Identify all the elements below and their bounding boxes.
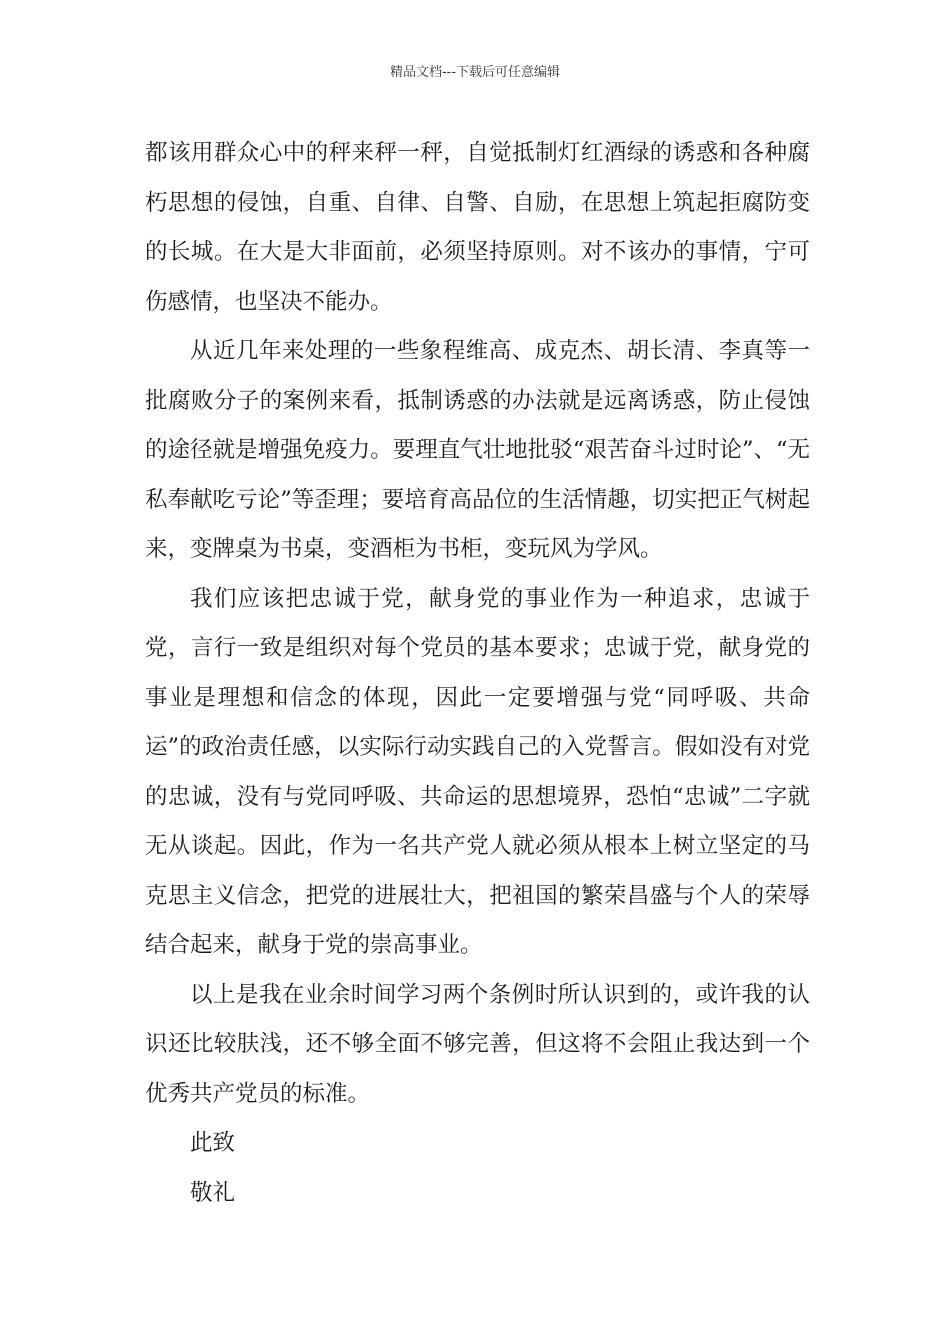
paragraph-loyalty: 我们应该把忠诚于党，献身党的事业作为一种追求，忠诚于党，言行一致是组织对每个党员的基本要求；忠诚于党，献身党的事业是理想和信念的体现，因此一定要增强与党“同呼吸、共命运”的政治责任感，以实际行动实践自己的入党誓言。假如没有对党的忠诚，没有与党同呼吸、共命运的思想境界，恐怕“忠诚”二字就无从谈起。因此，作为一名共产党人就必须从根本上树立坚定的马克思主义信念，把党的进展壮大，把祖国的繁荣昌盛与个人的荣辱结合起来，献身于党的崇高事业。 <box>145 585 810 958</box>
closing-salutation: 此致 <box>190 1130 236 1156</box>
paragraph-conclusion: 以上是我在业余时间学习两个条例时所认识到的，或许我的认识还比较肤浅，还不够全面不够完善，但这将不会阻止我达到一个优秀共产党员的标准。 <box>145 981 810 1107</box>
paragraph-resist-temptation: 从近几年来处理的一些象程维高、成克杰、胡长清、李真等一批腐败分子的案例来看，抵制诱惑的办法就是远离诱惑，防止侵蚀的途径就是增强免疫力。要理直气壮地批驳“艰苦奋斗过时论”、“无私奉献吃亏论”等歪理；要培育高品位的生活情趣，切实把正气树起来，变牌桌为书桌，变酒柜为书柜，变玩风为学风。 <box>145 338 810 562</box>
document-body <box>145 129 810 1218</box>
page-header: 精品文档---下载后可任意编辑 <box>389 65 561 80</box>
closing-regards: 敬礼 <box>190 1179 236 1206</box>
paragraph-continuation: 都该用群众心中的秤来秤一秤，自觉抵制灯红酒绿的诱惑和各种腐朽思想的侵蚀，自重、自律、自警、自励，在思想上筑起拒腐防变的长城。在大是大非面前，必须坚持原则。对不该办的事情，宁可伤感情，也坚决不能办。 <box>145 140 810 315</box>
